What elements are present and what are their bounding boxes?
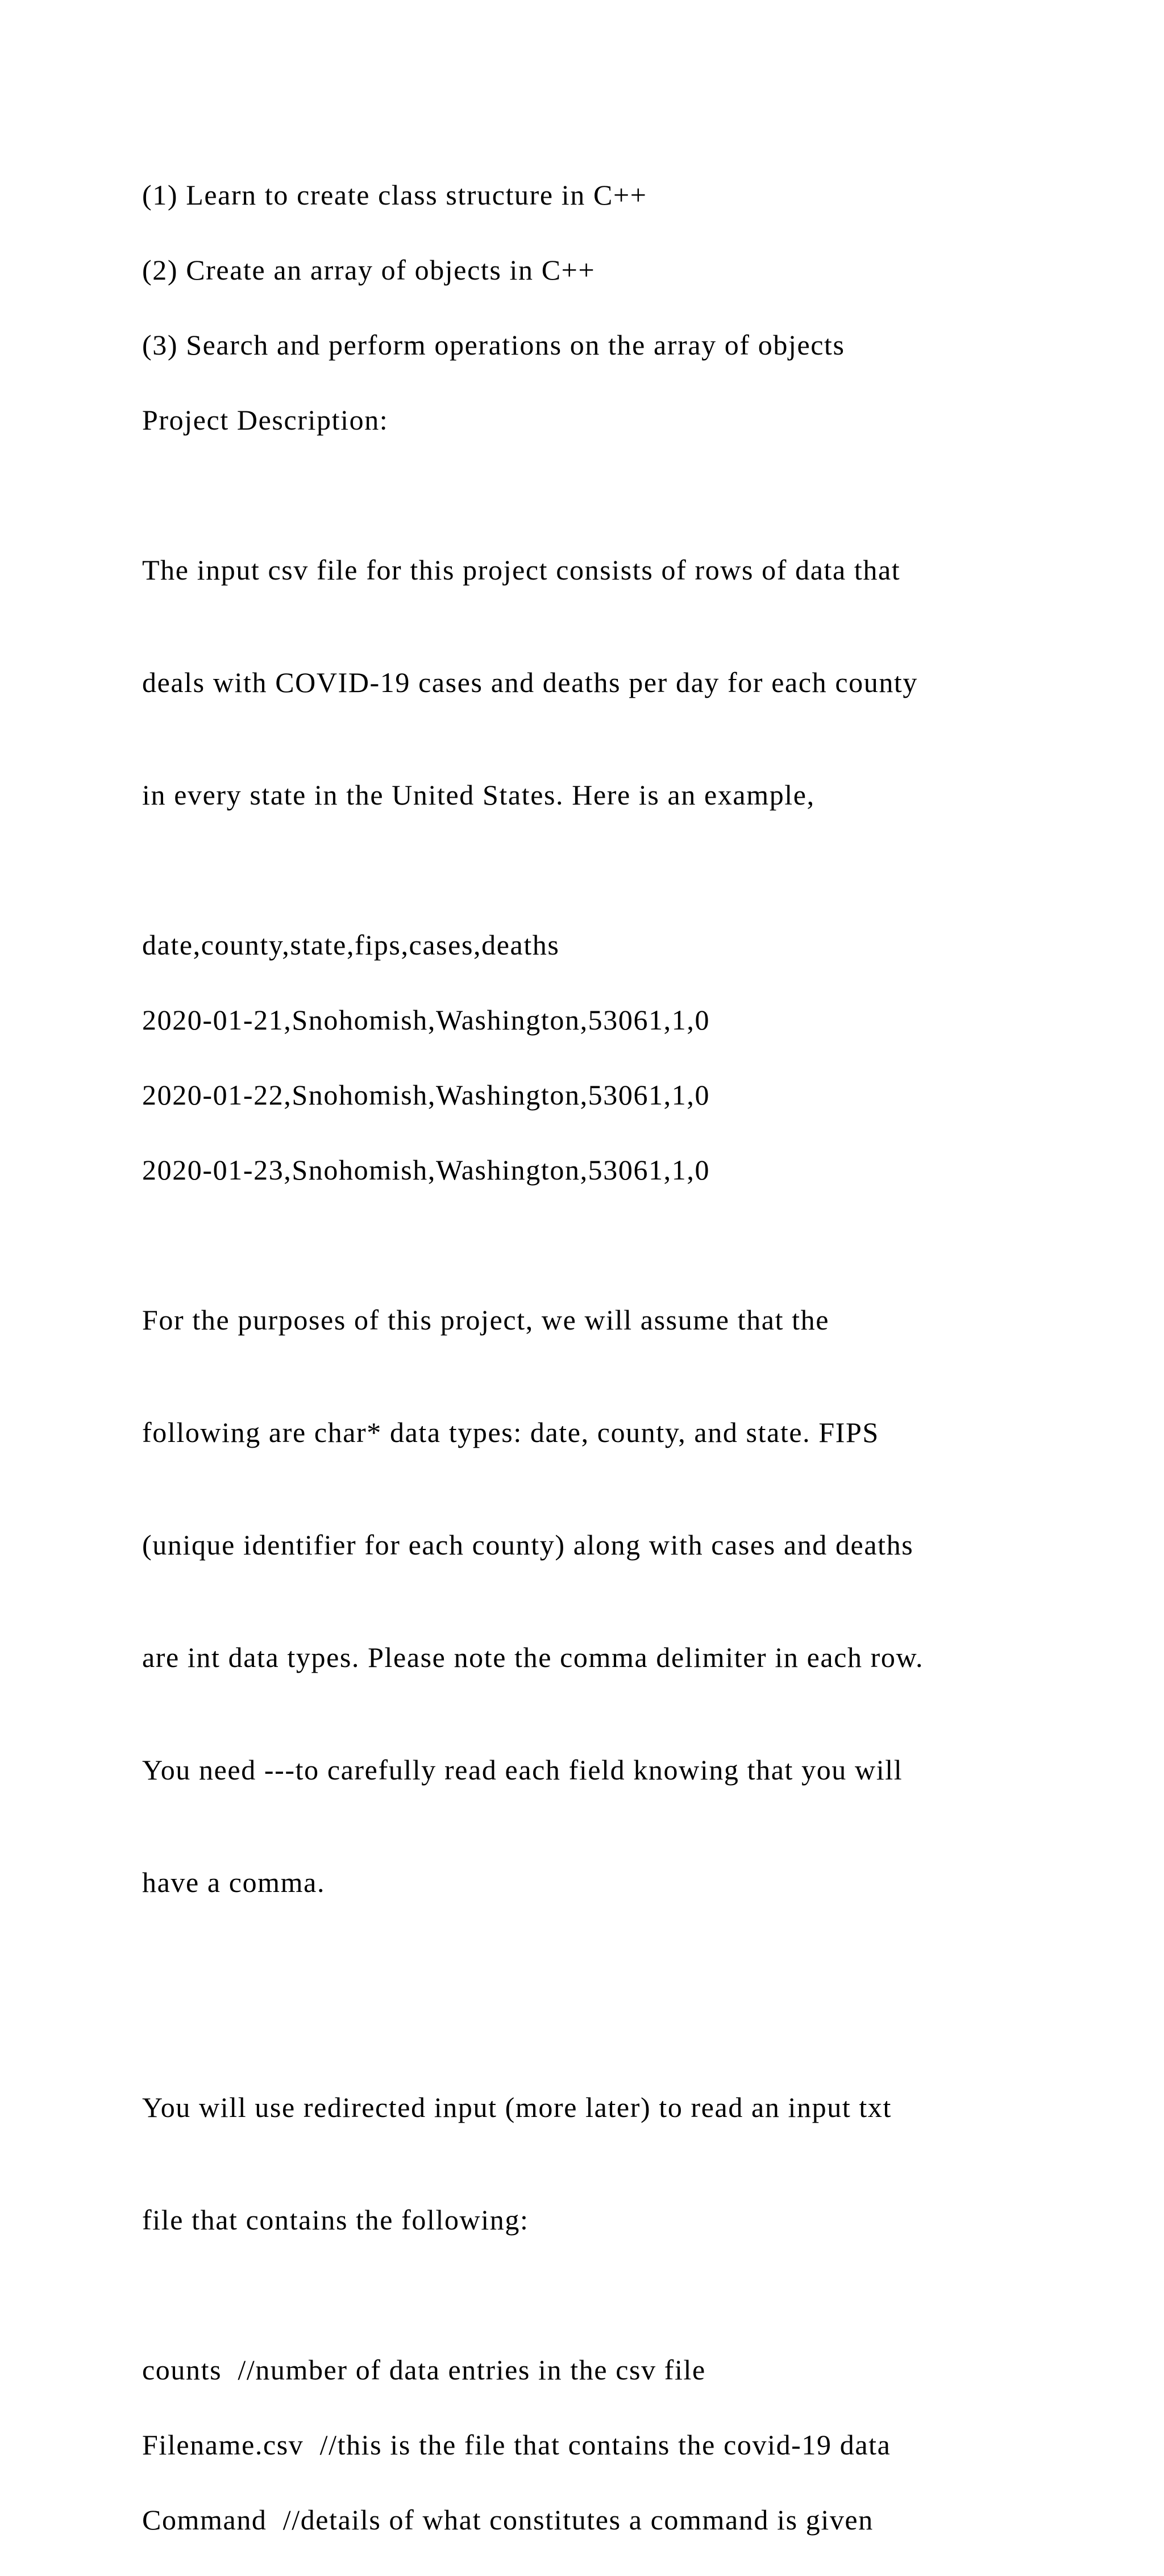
section-heading: Project Description: [142,404,389,436]
objective-1: (1) Learn to create class structure in C++ [142,179,647,211]
document-body [142,176,1051,2576]
input-paragraph [142,2014,1051,2314]
csv-row: 2020-01-23,Snohomish,Washington,53061,1,0 [142,1154,710,1186]
input-line: You will use redirected input (more later) to read an input txt [142,2091,892,2123]
types-line: have a comma. [142,1866,326,1898]
types-line: For the purposes of this project, we will assume that the [142,1304,830,1336]
input-item-counts: counts //number of data entries in the csv file [142,2354,706,2386]
types-line: are int data types. Please note the comma delimiter in each row. [142,1641,924,1673]
types-paragraph [142,1226,1051,1976]
input-item-command: Command //details of what constitutes a command is given [142,2504,874,2536]
objective-3: (3) Search and perform operations on the array of objects [142,329,845,361]
types-line: You need ---to carefully read each field knowing that you will [142,1754,903,1786]
types-line: following are char* data types: date, county, and state. FIPS [142,1416,879,1448]
types-line: (unique identifier for each county) along with cases and deaths [142,1529,914,1561]
csv-header: date,county,state,fips,cases,deaths [142,929,560,961]
intro-paragraph [142,476,1051,889]
intro-line: deals with COVID-19 cases and deaths per day for each county [142,666,918,698]
input-line: file that contains the following: [142,2204,529,2236]
input-item-filename: Filename.csv //this is the file that contains the covid-19 data [142,2429,891,2461]
csv-row: 2020-01-21,Snohomish,Washington,53061,1,0 [142,1004,710,1036]
csv-row: 2020-01-22,Snohomish,Washington,53061,1,0 [142,1079,710,1111]
objective-2: (2) Create an array of objects in C++ [142,254,596,286]
intro-line: The input csv file for this project consists of rows of data that [142,554,901,586]
intro-line: in every state in the United States. Here is an example, [142,779,815,811]
